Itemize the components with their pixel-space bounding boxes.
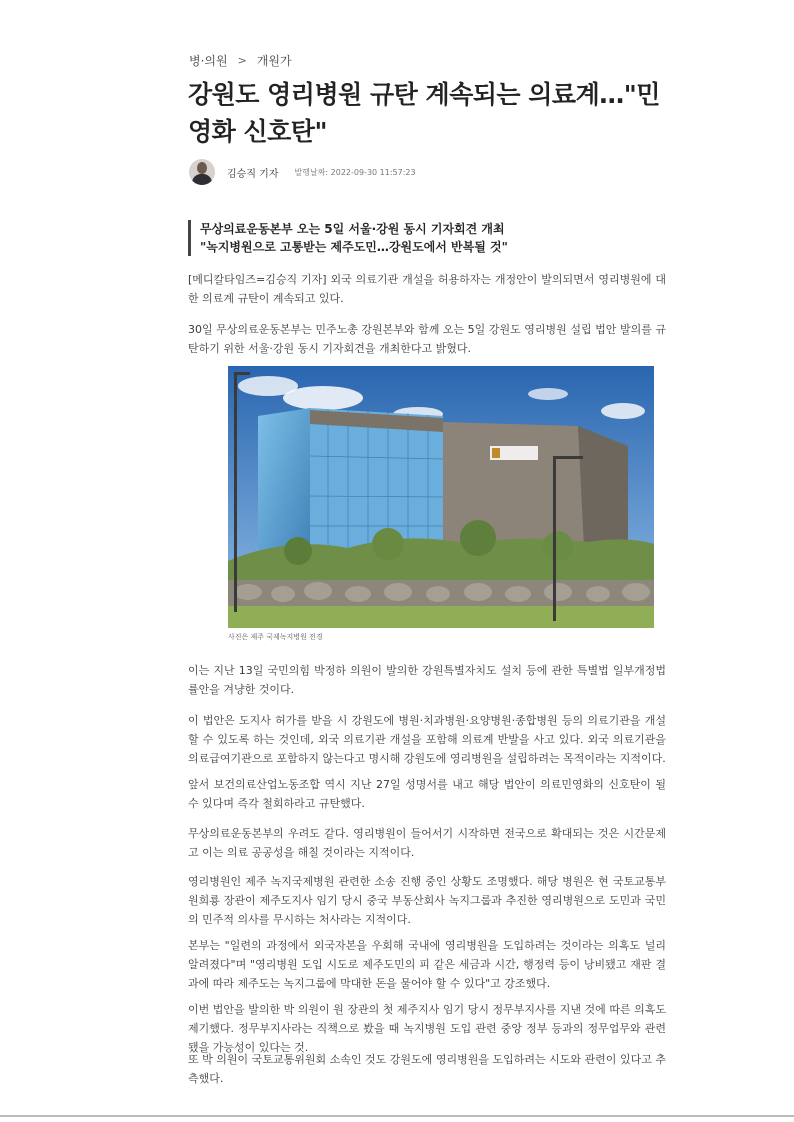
article-paragraph: 또 박 의원이 국토교통위원회 소속인 것도 강원도에 영리병원을 도입하려는 시도와 관련이 있다고 추측했다.	[188, 1053, 666, 1085]
article-paragraph: 영리병원인 제주 녹지국제병원 관련한 소송 진행 중인 상황도 조명했다. 해당 병원은 현 국토교통부 원희룡 장관이 제주도지사 임기 당시 중국 부동산회사 녹지그룹과 추진한 영리병원으로 도민과 국민의 민주적 의사를 무시하는 처사라는 지적이다.	[188, 875, 666, 926]
reporter-name[interactable]: 김승직 기자	[227, 168, 279, 180]
subheading: "녹지병원으로 고통받는 제주도민…강원도에서 반복될 것"	[200, 240, 508, 254]
breadcrumb-subsection-link[interactable]: 개원가	[256, 54, 292, 68]
article-headline: 강원도 영리병원 규탄 계속되는 의료계…"민영화 신호탄"	[188, 80, 660, 146]
subheading: 무상의료운동본부 오는 5일 서울·강원 동시 기자회견 개최	[200, 222, 505, 236]
article-paragraph: 이번 법안을 발의한 박 의원이 원 장관의 첫 제주지사 임기 당시 정무부지사를 지낸 것에 따른 의혹도 제기했다. 정무부지사라는 직책으로 봤을 때 녹지병원 도입 관련 중앙 정부 등과의 정무업무와 관련됐을 가능성이 있다는 것.	[188, 1003, 666, 1054]
article-paragraph: 무상의료운동본부의 우려도 같다. 영리병원이 들어서기 시작하면 전국으로 확대되는 것은 시간문제고 이는 의료 공공성을 해칠 것이라는 지적이다.	[188, 827, 666, 859]
breadcrumb-section-link[interactable]: 병·의원	[189, 54, 228, 68]
article-paragraph: 앞서 보건의료산업노동조합 역시 지난 27일 성명서를 내고 해당 법안이 의료민영화의 신호탄이 될 수 있다며 즉각 철회하라고 규탄했다.	[188, 778, 666, 810]
publish-date: 발행날짜: 2022-09-30 11:57:23	[294, 167, 416, 177]
article-paragraph: 30일 무상의료운동본부는 민주노총 강원본부와 함께 오는 5일 강원도 영리병원 설립 법안 발의를 규탄하기 위한 서울·강원 동시 기자회견을 개최한다고 밝혔다.	[188, 323, 666, 355]
article-paragraph: 본부는 "일련의 과정에서 외국자본을 우회해 국내에 영리병원을 도입하려는 것이라는 의혹도 널리 알려졌다"며 "영리병원 도입 시도로 제주도민의 피 같은 세금과 시간, 행정력 등이 낭비됐고 재판 결과에 따라 제주도는 녹지그룹에 막대한 돈을 물어야 할 수 있다"고 강조했다.	[188, 939, 666, 990]
photo-caption: 사진은 제주 국제녹지병원 전경	[228, 633, 323, 641]
article-subheadings	[188, 220, 508, 256]
breadcrumb	[189, 52, 292, 69]
chevron-right-icon: >	[237, 54, 247, 67]
article-paragraph: [메디칼타임즈=김승직 기자] 외국 의료기관 개설을 허용하자는 개정안이 발의되면서 영리병원에 대한 의료계 규탄이 계속되고 있다.	[188, 273, 666, 305]
article-paragraph: 이는 지난 13일 국민의힘 박정하 의원이 발의한 강원특별자치도 설치 등에 관한 특별법 일부개정법률안을 겨냥한 것이다.	[188, 664, 666, 696]
page-edge-divider	[0, 1115, 794, 1117]
hospital-photo	[228, 366, 654, 628]
reporter-avatar	[189, 159, 215, 185]
article-paragraph: 이 법안은 도지사 허가를 받을 시 강원도에 병원·치과병원·요양병원·종합병원 등의 의료기관을 개설할 수 있도록 하는 것인데, 외국 의료기관 개설을 포함해 의료계 반발을 사고 있다. 외국 의료기관을 의료급여기관으로 포함하지 않는다고 명시해 강원도에 영리병원을 설립하려는 목적이라는 지적이다.	[188, 714, 666, 765]
byline	[189, 158, 416, 186]
